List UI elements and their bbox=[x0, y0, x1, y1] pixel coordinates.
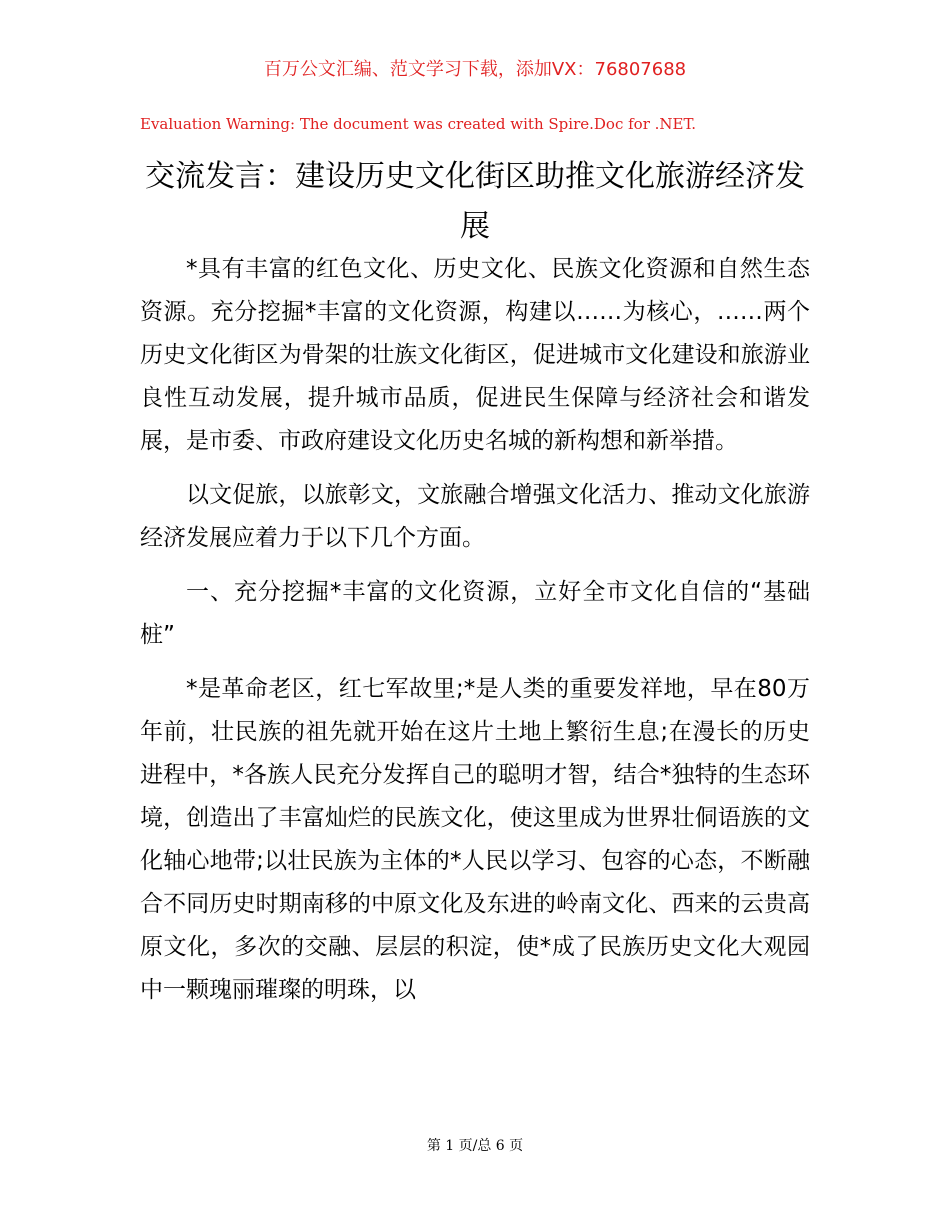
paragraph-history: *是革命老区，红七军故里;*是人类的重要发祥地，早在80万年前，壮民族的祖先就开始在这片土地上繁衍生息;在漫长的历史进程中，*各族人民充分发挥自己的聪明才智，结合*独特的生态环境，创造出了丰富灿烂的民族文化，使这里成为世界壮侗语族的文化轴心地带;以壮民族为主体的*人民以学习、包容的心态，不断融合不同历史时期南移的中原文化及东进的岭南文化、西来的云贵高原文化，多次的交融、层层的积淀，使*成了民族历史文化大观园中一颗瑰丽璀璨的明珠，以 bbox=[140, 676, 810, 1003]
paragraph-intro: *具有丰富的红色文化、历史文化、民族文化资源和自然生态资源。充分挖掘*丰富的文化资源，构建以……为核心，……两个历史文化街区为骨架的壮族文化街区，促进城市文化建设和旅游业良性互动发展，提升城市品质，促进民生保障与经济社会和谐发展，是市委、市政府建设文化历史名城的新构想和新举措。 bbox=[140, 256, 810, 454]
page-number: 第 1 页/总 6 页 bbox=[426, 1138, 524, 1154]
section-heading-1: 一、充分挖掘*丰富的文化资源，立好全市文化自信的“基础桩” bbox=[140, 579, 810, 648]
evaluation-warning: Evaluation Warning: The document was created with Spire.Doc for .NET. bbox=[140, 115, 697, 133]
document-title: 交流发言：建设历史文化街区助推文化旅游经济发展 bbox=[145, 159, 805, 244]
paragraph-overview: 以文促旅，以旅彰文，文旅融合增强文化活力、推动文化旅游经济发展应着力于以下几个方面。 bbox=[140, 482, 810, 551]
document-body bbox=[140, 248, 810, 1023]
header-banner: 百万公文汇编、范文学习下载，添加VX：76807688 bbox=[263, 59, 687, 80]
